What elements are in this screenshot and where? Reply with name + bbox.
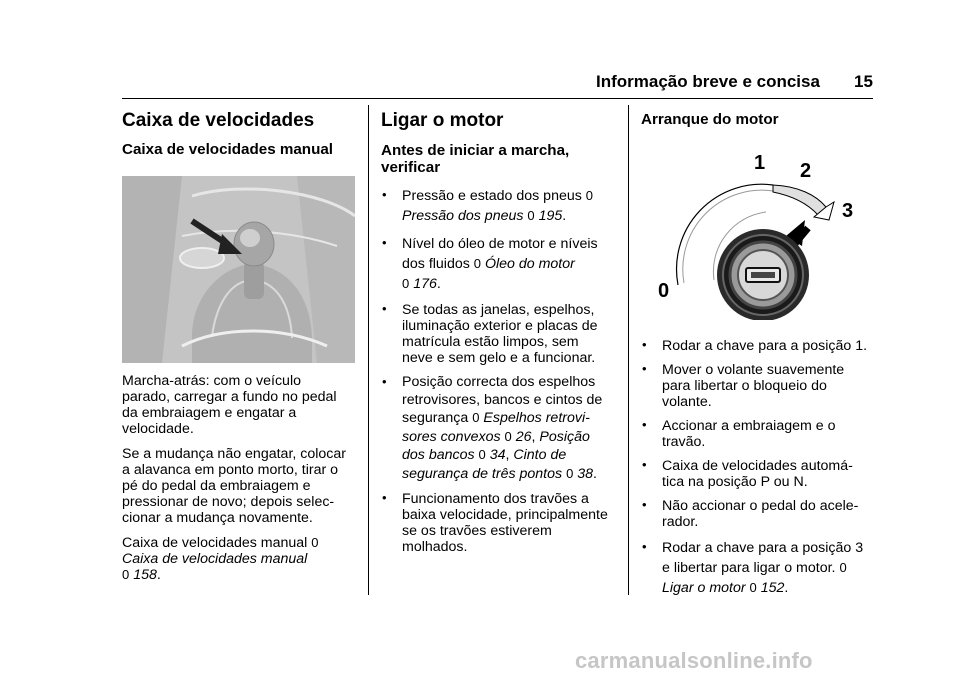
subsection-heading: Antes de iniciar a marcha, verificar <box>381 142 570 176</box>
page-reference[interactable]: 26 <box>515 428 532 445</box>
cross-reference-icon: 0 <box>527 208 535 223</box>
ignition-switch-drawing <box>648 150 868 320</box>
cross-reference-link[interactable]: Posição <box>539 428 590 445</box>
start-procedure-list <box>641 338 881 598</box>
column-1 <box>122 110 358 158</box>
cross-reference-icon: 0 <box>585 188 594 203</box>
cross-reference-link[interactable]: Pressão dos pneus <box>402 208 524 224</box>
list-item: • Pressão e estado dos pneus 0 Pressão dos pneus 0 195. <box>382 187 594 224</box>
column-3 <box>641 110 881 128</box>
cross-reference-link[interactable]: Ligar o motor <box>662 580 746 596</box>
list-item: • Se todas as janelas, espelhos, iluminação exterior e placas de matrícula estão limpos, sem neve e sem gelo e a funcionar. <box>382 301 598 366</box>
cross-reference-link[interactable]: segurança de três pontos <box>402 465 563 482</box>
list-item: • Rodar a chave para a posição 1. <box>642 337 868 354</box>
cross-reference-icon: 0 <box>478 447 486 462</box>
section-heading: Caixa de velocidades <box>122 110 315 131</box>
running-header-title: Informação breve e concisa <box>596 72 820 91</box>
list-item: • Posição correcta dos espelhos retrovisores, bancos e cintos de segurança 0 Espelhos retrovi- sores convexos 0 26, Posição dos bancos 0 34, Cinto de segurança de três pontos 0 38. <box>382 374 603 482</box>
position-label-0: 0 <box>658 280 670 302</box>
cross-reference-icon: 0 <box>122 567 130 582</box>
cross-reference-icon: 0 <box>749 580 757 595</box>
section-heading: Ligar o motor <box>381 110 504 131</box>
cross-reference-link[interactable]: Espelhos retrovi- <box>483 410 590 426</box>
header-rule <box>122 98 873 99</box>
list-item: • Rodar a chave para a posição 3 e libertar para ligar o motor. 0 Ligar o motor 0 152. <box>642 539 864 596</box>
list-item: • Accionar a embraiagem e o travão. <box>642 417 836 450</box>
subsection-heading: Arranque do motor <box>641 111 779 128</box>
column-divider <box>628 105 629 595</box>
cross-reference-link[interactable]: sores convexos <box>402 428 501 445</box>
ignition-switch-diagram <box>648 150 868 320</box>
cross-reference-link[interactable]: dos bancos <box>402 447 475 463</box>
page-reference[interactable]: 152 <box>760 580 785 596</box>
watermark: carmanualsonline.info <box>575 648 813 673</box>
list-item: • Nível do óleo de motor e níveis dos fluidos 0 Óleo do motor 0 176. <box>382 235 598 292</box>
cross-reference-link[interactable]: Cinto de <box>513 447 567 463</box>
page-number: 15 <box>854 72 873 91</box>
page-reference[interactable]: 38 <box>577 465 594 482</box>
cross-reference-icon: 0 <box>504 428 512 444</box>
gear-lever-drawing <box>122 176 355 363</box>
cross-reference-icon: 0 <box>311 535 319 550</box>
column-divider <box>368 105 369 595</box>
cross-reference-icon: 0 <box>566 465 574 481</box>
list-item: • Não accionar o pedal do acele- rador. <box>642 497 859 530</box>
list-item: • Caixa de velocidades automá- tica na posição P ou N. <box>642 457 853 490</box>
page-reference[interactable]: 34 <box>489 447 506 463</box>
column-1-body: Marcha-atrás: com o veículo parado, carregar a fundo no pedal da embraiagem e engatar a velocidade. Se a mudança não engatar, colocar a alavanca em ponto morto, tirar o pé do pedal da embraiagem e pressionar de novo; depois selec- cionar a mudança novamente. Caixa de velocidades manual 0 Caixa de velocidades manual 0 158. <box>122 373 346 583</box>
subsection-heading: Caixa de velocidades manual <box>122 141 334 158</box>
checklist <box>381 186 621 555</box>
position-label-2: 2 <box>800 160 812 182</box>
column-3-body <box>641 338 881 598</box>
position-label-1: 1 <box>754 152 766 174</box>
cross-reference-icon: 0 <box>472 410 480 425</box>
cross-reference-link[interactable]: Caixa de velocidades manual <box>122 551 308 567</box>
gear-lever-illustration <box>122 176 355 363</box>
cross-reference-icon: 0 <box>402 276 410 291</box>
page-reference[interactable]: 176 <box>413 276 437 292</box>
page-reference[interactable]: 158 <box>133 567 157 583</box>
cross-reference-link[interactable]: Óleo do motor <box>484 256 575 272</box>
list-item: • Mover o volante suavemente para libertar o bloqueio do volante. <box>642 361 845 410</box>
column-2 <box>381 110 621 555</box>
position-label-3: 3 <box>842 200 854 222</box>
cross-reference-icon: 0 <box>473 256 482 271</box>
page-reference[interactable]: 195 <box>538 208 563 224</box>
cross-reference-icon: 0 <box>839 560 847 575</box>
list-item: • Funcionamento dos travões a baixa velocidade, principalmente se os travões estiverem molhados. <box>382 490 608 555</box>
